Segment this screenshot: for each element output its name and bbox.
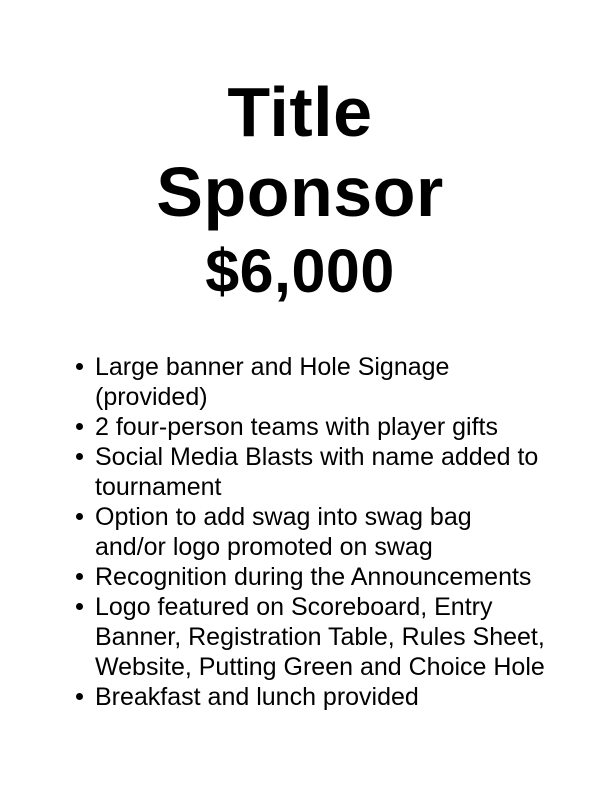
benefits-list bbox=[95, 352, 580, 712]
title-line-2: Sponsor bbox=[156, 153, 444, 231]
title-line-1: Title bbox=[227, 73, 373, 151]
price-text: $6,000 bbox=[205, 237, 395, 305]
benefit-item: Recognition during the Announcements bbox=[95, 562, 580, 592]
benefit-item: 2 four-person teams with player gifts bbox=[95, 412, 580, 442]
flyer-header bbox=[0, 0, 600, 306]
page-title bbox=[0, 72, 600, 232]
benefit-item: Breakfast and lunch provided bbox=[95, 682, 580, 712]
benefit-item: Large banner and Hole Signage (provided) bbox=[95, 352, 580, 412]
benefit-item: Option to add swag into swag bag and/or logo promoted on swag bbox=[95, 502, 580, 562]
benefit-item: Logo featured on Scoreboard, Entry Banner, Registration Table, Rules Sheet, Website, Putting Green and Choice Hole bbox=[95, 592, 580, 682]
benefit-item: Social Media Blasts with name added to tournament bbox=[95, 442, 580, 502]
